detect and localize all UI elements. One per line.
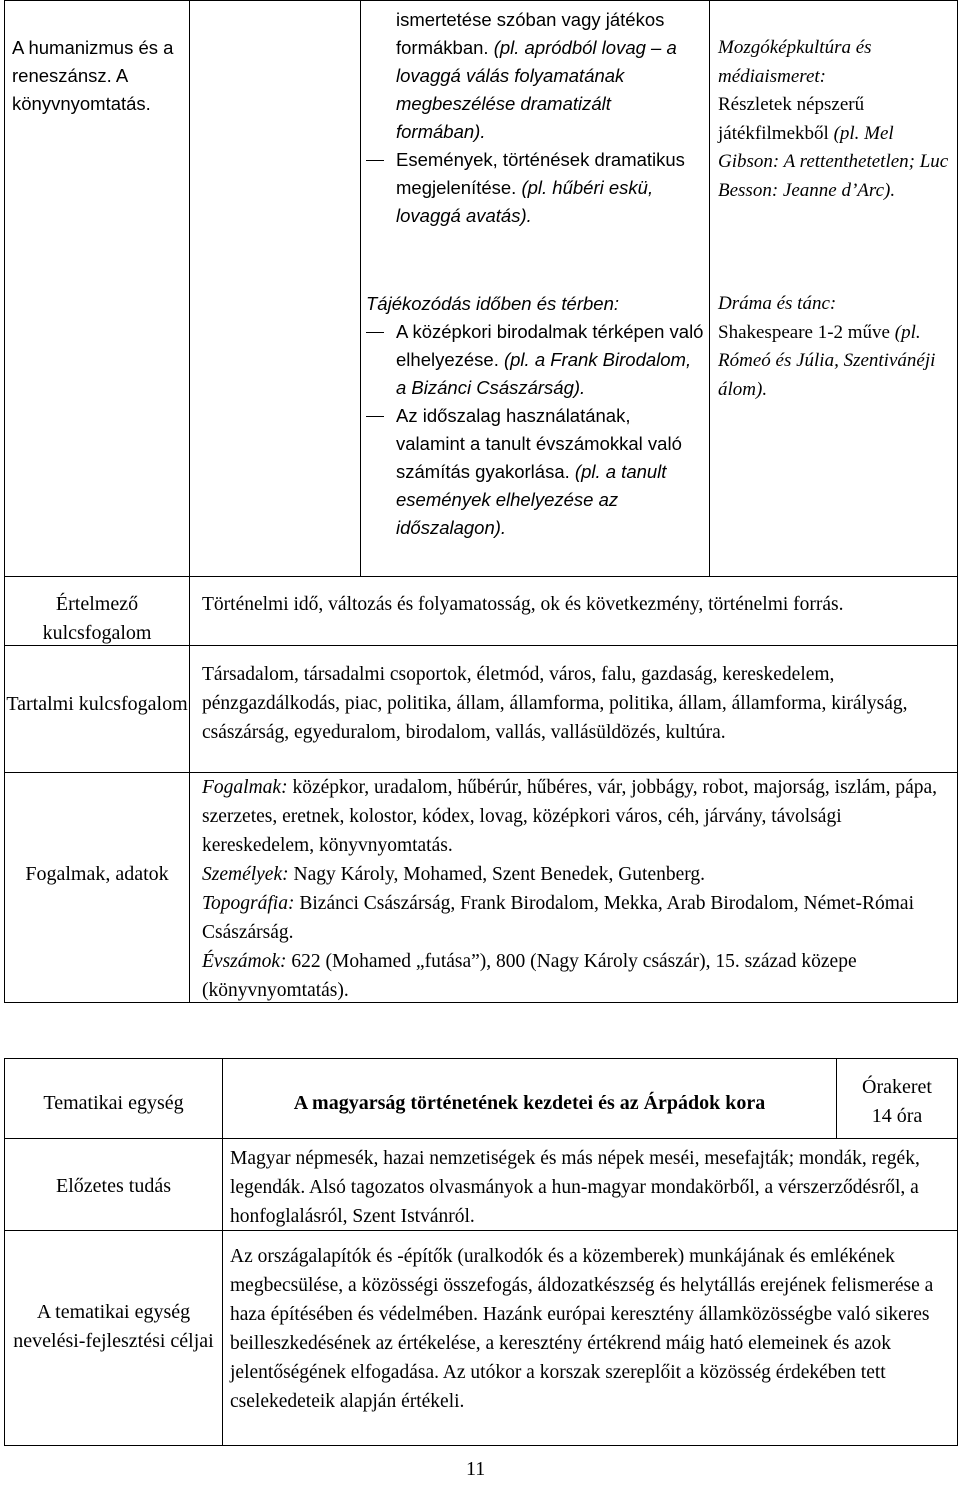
orientation-item: Az időszalag használatának, valamint a tanult évszámokkal való számítás gyakorlása. (pl. a tanult események elhelyezése az időszalagon).	[366, 402, 704, 542]
label-elozetes-tudas: Előzetes tudás	[56, 1175, 171, 1197]
orakeret	[837, 1073, 957, 1131]
orakeret-value: 14 óra	[871, 1105, 923, 1127]
topografia-row: Topográfia: Bizánci Császárság, Frank Birodalom, Mekka, Arab Birodalom, Német-Római Császárság.	[202, 893, 915, 943]
drama-connection: Dráma és tánc: Shakespeare 1-2 műve (pl. Rómeó és Júlia, Szentivánéji álom).	[718, 293, 936, 400]
activities-list-continued	[366, 6, 704, 230]
tartalmi-text: Társadalom, társadalmi csoportok, életmód, város, falu, gazdaság, kereskedelem, pénzgazdálkodás, piac, politika, állam, államforma, politika, állam, államforma, királyság, császárság, egyeduralom, birodalom, vallás, vallásüldözés, kultúra.	[202, 664, 908, 743]
activity-item: Események, történések dramatikus megjelenítése. (pl. hűbéri eskü, lovaggá avatás).	[366, 146, 704, 230]
orakeret-label: Órakeret	[862, 1076, 932, 1098]
orientation-block	[366, 290, 704, 542]
topic-humanism: A humanizmus és a reneszánsz. A könyvnyomtatás.	[12, 37, 174, 114]
label-tartalmi: Tartalmi kulcsfogalom	[6, 693, 188, 715]
page-number: 11	[466, 1458, 486, 1480]
thematic-unit-table	[4, 1058, 958, 1446]
label-tematikai-egyseg: Tematikai egység	[43, 1092, 184, 1114]
label-celjai: A tematikai egység nevelési-fejlesztési céljai	[13, 1301, 214, 1352]
fogalmak-row: Fogalmak: középkor, uradalom, hűbérúr, hűbéres, vár, jobbágy, robot, majorság, iszlám, pápa, szerzetes, eretnek, kolostor, kódex, lovag, középkori város, céh, járvány, távolsági kereskedelem, könyvnyomtatás.	[202, 777, 938, 856]
label-fogalmak: Fogalmak, adatok	[25, 863, 169, 885]
fogalmak-block	[202, 773, 954, 1005]
label-ertelmezo: Értelmező kulcsfogalom	[42, 593, 152, 644]
curriculum-table-top	[4, 0, 958, 1003]
orientation-item: A középkori birodalmak térképen való elhelyezése. (pl. a Frank Birodalom, a Bizánci Császárság).	[366, 318, 704, 402]
activity-continued: ismertetése szóban vagy játékos formákban. (pl. apródból lovag – a lovaggá válás folyamatának megbeszélése dramatizált formában).	[396, 9, 677, 142]
ertelmezo-text: Történelmi idő, változás és folyamatosság, ok és következmény, történelmi forrás.	[202, 594, 844, 615]
celjai-text: Az országalapítók és -építők (uralkodók és a közemberek) munkájának és emlékének megbecsülése, a közösségi összefogás, áldozatkészség és helytállás erejének felismerése a haza építésében és védelmében. Hazánk európai keresztény államközösségbe való sikeres beilleszkedésének az értékelése, a keresztény értékrend máig ható elemeinek és azok jelentőségének elfogadása. Az utókor a korszak szereplőit a közösség érdekében tett cselekedeteik alapján értékeli.	[230, 1246, 934, 1412]
media-connection: Mozgóképkultúra és médiaismeret: Részletek népszerű játékfilmekből (pl. Mel Gibson: A rettenthetetlen; Luc Besson: Jeanne d’Arc).	[718, 37, 949, 201]
evszamok-row: Évszámok: 622 (Mohamed „futása”), 800 (Nagy Károly császár), 15. század közepe (könyvnyomtatás).	[202, 951, 857, 1001]
szemelyek-row: Személyek: Nagy Károly, Mohamed, Szent Benedek, Gutenberg.	[202, 864, 706, 885]
unit-title: A magyarság történetének kezdetei és az Árpádok kora	[293, 1092, 766, 1114]
elozetes-tudas-text: Magyar népmesék, hazai nemzetiségek és más népek meséi, mesefajták; mondák, regék, legendák. Alsó tagozatos olvasmányok a hun-magyar mondakörből, a vérszerződésről, a honfoglalásról, Szent Istvánról.	[230, 1148, 920, 1227]
orientation-heading: Tájékozódás időben és térben:	[366, 293, 620, 314]
